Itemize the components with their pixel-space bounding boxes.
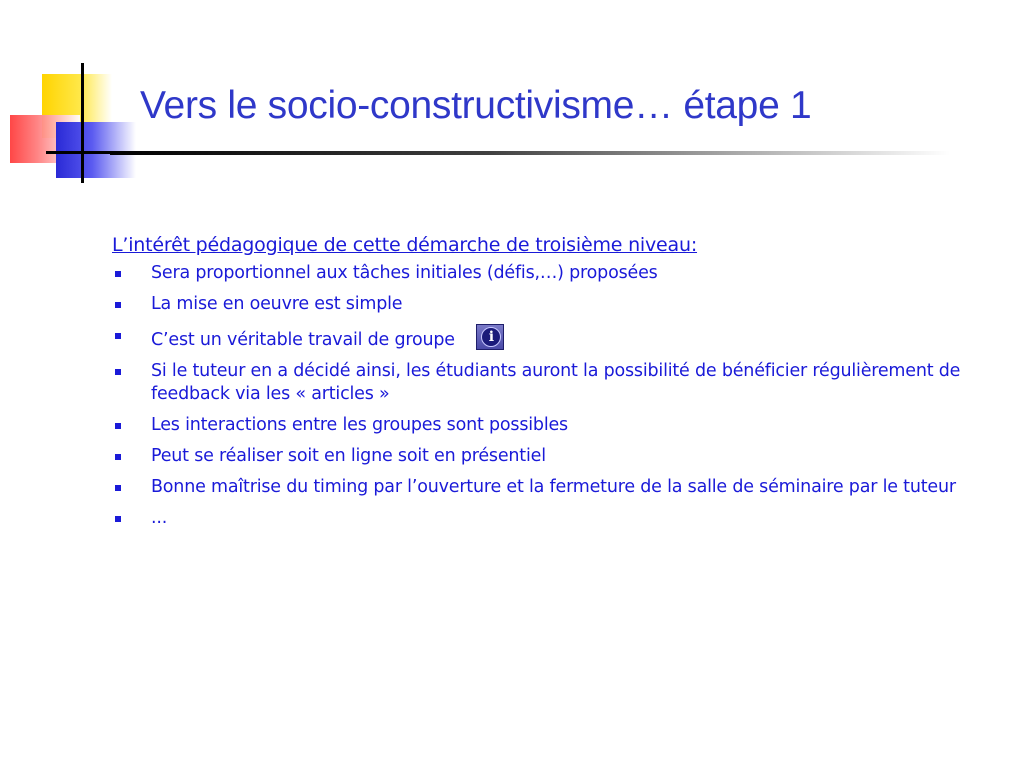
bullet-text: ... [151, 508, 168, 528]
list-item [112, 507, 972, 530]
bullet-marker [115, 271, 121, 277]
slide-body [112, 234, 972, 538]
bullet-marker [115, 485, 121, 491]
list-item [112, 262, 972, 285]
info-icon[interactable] [476, 324, 504, 350]
list-item [112, 324, 972, 352]
list-item [112, 414, 972, 437]
bullet-text: Peut se réaliser soit en ligne soit en présentiel [151, 446, 546, 466]
bullet-marker [115, 302, 121, 308]
bullet-marker [115, 516, 121, 522]
bullet-marker [115, 423, 121, 429]
bullet-text: Sera proportionnel aux tâches initiales (défis,…) proposées [151, 263, 658, 283]
bullet-text: Bonne maîtrise du timing par l’ouverture et la fermeture de la salle de séminaire par le tuteur [151, 477, 956, 497]
list-item [112, 360, 972, 406]
title-divider [110, 151, 950, 155]
list-item [112, 476, 972, 499]
logo-blue-square [56, 122, 136, 178]
slide-title: Vers le socio-constructivisme… étape 1 [140, 84, 812, 127]
slide-subheading: L’intérêt pédagogique de cette démarche de troisième niveau: [112, 234, 698, 256]
slide-logo-decoration [0, 0, 140, 190]
bullet-text: Si le tuteur en a décidé ainsi, les étudiants auront la possibilité de bénéficier régulièrement de feedback via les « articles » [151, 361, 961, 404]
list-item [112, 445, 972, 468]
bullet-marker [115, 454, 121, 460]
bullet-list [112, 262, 972, 530]
list-item [112, 293, 972, 316]
bullet-marker [115, 369, 121, 375]
bullet-text: La mise en oeuvre est simple [151, 294, 403, 314]
info-icon-glyph: i [481, 327, 501, 347]
logo-vertical-line [81, 63, 84, 183]
bullet-text: C’est un véritable travail de groupe [151, 330, 455, 350]
bullet-marker [115, 333, 121, 339]
bullet-text: Les interactions entre les groupes sont possibles [151, 415, 568, 435]
